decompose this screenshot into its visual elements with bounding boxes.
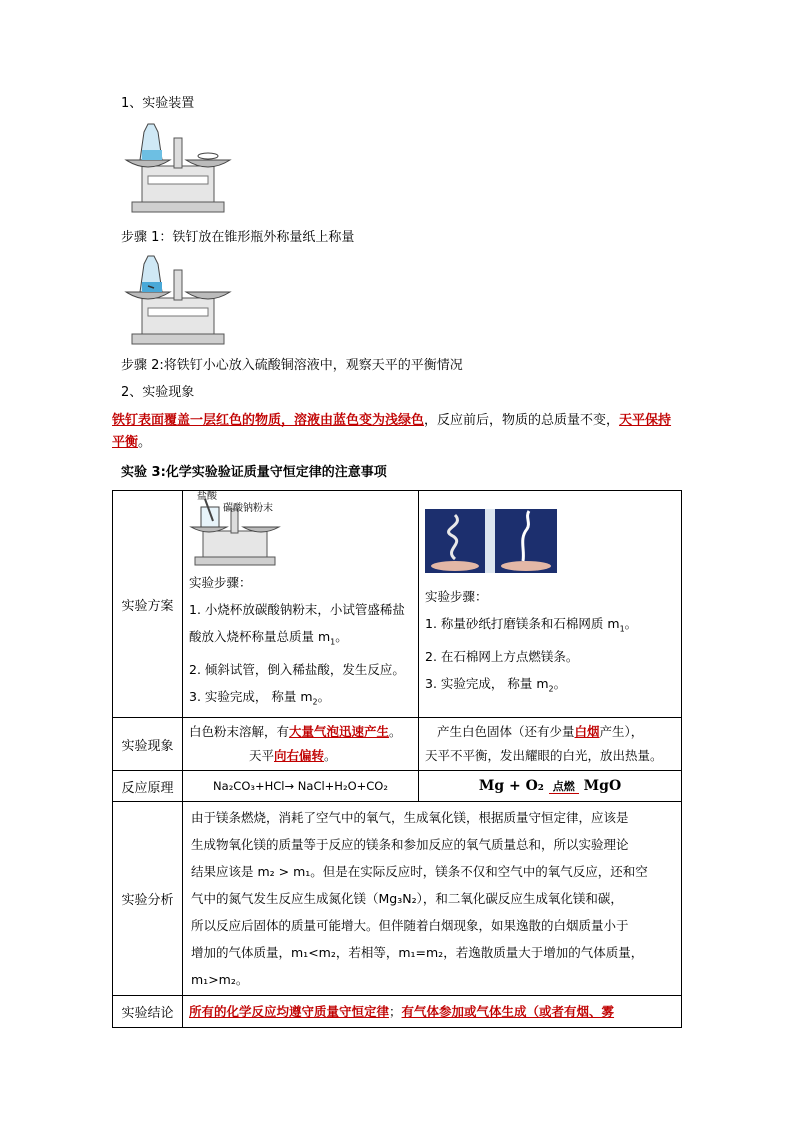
phenomenon-text-2: 。 [138, 435, 152, 450]
table-row-conclusion [113, 996, 682, 1028]
right-steps-title: 实验步骤： [425, 589, 488, 604]
left-step-1: 1. 小烧杯放碳酸钠粉末，小试管盛稀盐酸放入烧杯称量总质量 $m_1$。 [189, 602, 405, 647]
table-row-phenomenon [113, 718, 682, 771]
subscript-1: 1 [619, 624, 625, 634]
analysis-line: 所以反应后固体的质量可能增大。但伴随着白烟现象，如果逸散的白烟质量小于 [191, 918, 629, 933]
magnesium-photo-1 [425, 509, 485, 573]
phenomenon-paragraph [112, 410, 724, 454]
left-steps-title: 实验步骤： [189, 575, 252, 590]
analysis-line: 气中的氮气发生反应生成氮化镁（Mg₃N₂），和二氧化碳反应生成氧化镁和碳， [191, 891, 623, 906]
experiment3-title: 实验 3:化学实验验证质量守恒定律的注意事项 [121, 465, 387, 480]
figure-label-acid: 盐酸 [197, 491, 217, 502]
analysis-line: 增加的气体质量，m₁<m₂，若相等，m₁=m₂，若逸散质量大于增加的气体质量， [191, 945, 644, 960]
balance-figure-2 [122, 252, 234, 348]
row-label-analysis: 实验分析 [113, 802, 183, 996]
conclusion-separator: ； [389, 1004, 402, 1019]
plan-left-cell [183, 491, 419, 718]
row-label-principle: 反应原理 [113, 771, 183, 802]
right-step-3: 3. 实验完成， 称量 $m_2$。 [425, 675, 567, 693]
row-label-phenomenon: 实验现象 [113, 718, 183, 771]
subscript-2: 2 [312, 697, 318, 706]
balance-figure-1 [122, 120, 234, 216]
equation-condition: 点燃 [549, 780, 579, 794]
left-step-2: 2. 倾斜试管，倒入稀盐酸，发生反应。 [189, 661, 405, 677]
section2-title: 2、实验现象 [121, 385, 195, 400]
table-row-analysis [113, 802, 682, 996]
analysis-line: 结果应该是 m₂ > m₁。但是在实际反应时，镁条不仅和空气中的氧气反应，还和空 [191, 864, 648, 879]
experiment-table [112, 490, 682, 1028]
phenomenon-text-1: ，反应前后，物质的总质量不变， [424, 413, 620, 428]
phenomenon-highlight-1: 铁钉表面覆盖一层红色的物质，溶液由蓝色变为浅绿色 [112, 413, 425, 428]
magnesium-photo-2 [495, 509, 557, 573]
right-step-1: 1. 称量砂纸打磨镁条和石棉网质 $m_1$。 [425, 616, 638, 634]
analysis-line: 生成物氧化镁的质量等于反应的镁条和参加反应的氧气质量总和，所以实验理论 [191, 837, 629, 852]
equation-right: Mg + O₂ 点燃 MgO [419, 771, 682, 802]
phenomenon-highlight-2: 天平保持 [619, 413, 672, 428]
phenomenon-right-line2: 天平不平衡，发出耀眼的白光，放出热量。 [425, 748, 663, 763]
equation-left: Na₂CO₃+HCl→ NaCl+H₂O+CO₂ [183, 771, 419, 802]
conclusion-red-2: 有气体参加或气体生成（或者有烟、雾 [401, 1004, 615, 1019]
analysis-line: m₁>m₂。 [191, 972, 249, 987]
row-label-conclusion: 实验结论 [113, 996, 183, 1028]
analysis-cell [183, 802, 682, 996]
phenomenon-right-line1: 产生白色固体（还有少量白烟产生）， [437, 724, 644, 739]
analysis-line: 由于镁条燃烧，消耗了空气中的氧气，生成氧化镁，根据质量守恒定律，应该是 [191, 810, 629, 825]
phenomenon-left-cell [183, 718, 419, 771]
subscript-2: 2 [548, 684, 554, 693]
row-label-plan: 实验方案 [113, 491, 183, 718]
table-row-plan [113, 491, 682, 718]
subscript-1: 1 [330, 637, 336, 647]
step2-caption: 步骤 2:将铁钉小心放入硫酸铜溶液中，观察天平的平衡情况 [121, 358, 463, 373]
figure-label-powder: 碳酸钠粉末 [223, 503, 273, 514]
phenomenon-highlight-3: 平衡 [112, 435, 139, 450]
right-step-2: 2. 在石棉网上方点燃镁条。 [425, 648, 579, 664]
plan-right-cell [419, 491, 682, 718]
section1-title: 1、实验装置 [121, 96, 195, 111]
phenomenon-left-line2: 天平向右偏转。 [249, 748, 337, 763]
step1-caption: 步骤 1：铁钉放在锥形瓶外称量纸上称量 [121, 230, 355, 245]
photo-divider [485, 509, 495, 573]
conclusion-red-1: 所有的化学反应均遵守质量守恒定律 [189, 1004, 390, 1019]
phenomenon-left-line1: 白色粉末溶解，有大量气泡迅速产生。 [189, 724, 402, 739]
phenomenon-right-cell [419, 718, 682, 771]
left-step-3: 3. 实验完成， 称量 $m_2$。 [189, 688, 331, 706]
conclusion-cell [183, 996, 682, 1028]
table-row-principle [113, 771, 682, 802]
